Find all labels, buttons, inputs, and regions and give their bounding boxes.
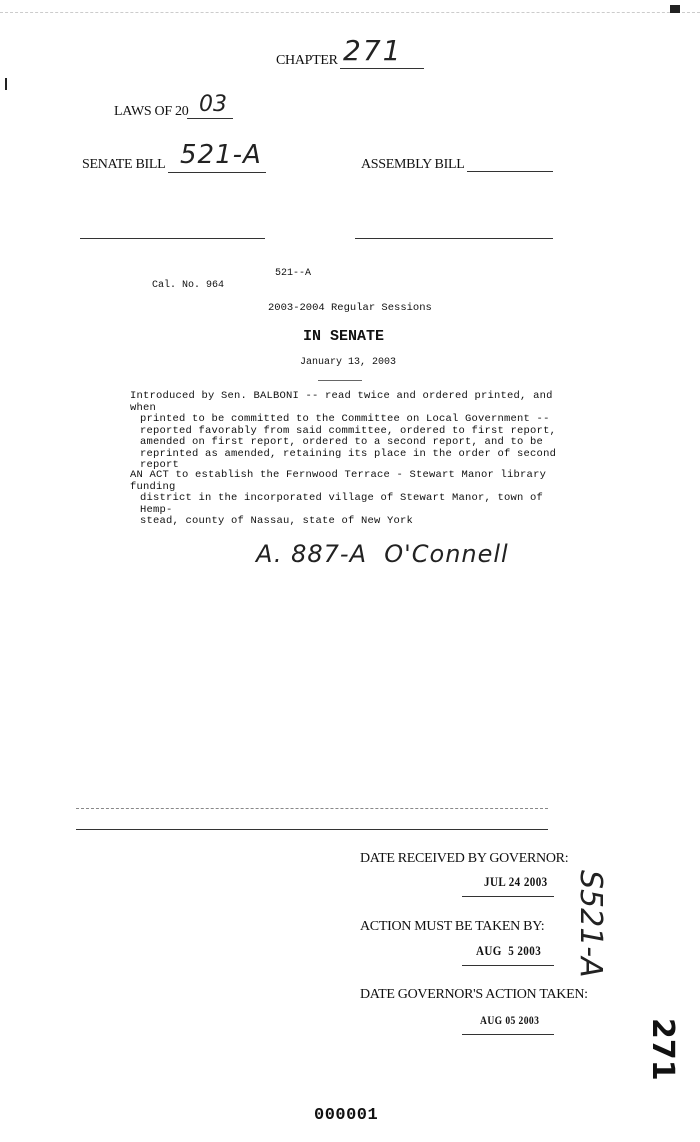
- margin-bill-number-handwritten: S521-A: [573, 870, 608, 978]
- chamber-heading: IN SENATE: [303, 328, 385, 345]
- margin-chapter-number-handwritten: 271: [645, 1018, 680, 1081]
- action-taken-underline: [462, 1034, 554, 1035]
- action-deadline-label: ACTION MUST BE TAKEN BY:: [360, 919, 545, 934]
- act-line: district in the incorporated village of Stewart Manor, town of Hemp-: [140, 492, 544, 516]
- introduction-paragraph: [130, 391, 570, 472]
- chapter-label: CHAPTER: [276, 53, 338, 68]
- senate-bill-label: SENATE BILL: [82, 157, 166, 172]
- act-title-paragraph: [130, 470, 570, 528]
- senate-bill-underline: [168, 172, 266, 173]
- assembly-bill-label: ASSEMBLY BILL: [361, 157, 465, 172]
- intro-line: reported favorably from said committee, ordered to first report,: [140, 424, 557, 437]
- intro-line: Introduced by Sen. BALBONI -- read twice and ordered printed, and when: [130, 390, 553, 414]
- blank-rule-right: [355, 238, 553, 239]
- page-number: 000001: [314, 1106, 379, 1125]
- separator-dashed: [76, 808, 548, 809]
- action-taken-label: DATE GOVERNOR'S ACTION TAKEN:: [360, 987, 588, 1002]
- intro-line: amended on first report, ordered to a second report, and to be: [140, 436, 544, 448]
- action-deadline-stamp: AUG 5 2003: [476, 943, 542, 958]
- laws-underline: [187, 118, 233, 119]
- scan-edge-line: [0, 12, 700, 13]
- chapter-number-handwritten: 271: [343, 34, 403, 67]
- assembly-annotation-handwritten: A. 887-A O'Connell: [256, 540, 509, 568]
- separator-solid: [76, 829, 548, 830]
- date-received-label: DATE RECEIVED BY GOVERNOR:: [360, 851, 569, 866]
- session-title: 2003-2004 Regular Sessions: [268, 302, 432, 314]
- act-line: stead, county of Nassau, state of New York: [140, 515, 414, 527]
- bill-number: 521--A: [275, 268, 312, 279]
- intro-line: reprinted as amended, retaining its place in the order of second: [140, 447, 557, 460]
- laws-label: LAWS OF 20: [114, 104, 189, 119]
- laws-year-handwritten: 03: [199, 92, 227, 117]
- date-separator: [318, 380, 362, 381]
- scan-mark: [5, 78, 7, 90]
- calendar-number: Cal. No. 964: [152, 280, 225, 291]
- blank-rule-left: [80, 238, 265, 239]
- act-line: AN ACT to establish the Fernwood Terrace - Stewart Manor library funding: [130, 469, 547, 493]
- senate-bill-number-handwritten: 521-A: [180, 140, 262, 170]
- chapter-underline: [340, 68, 424, 69]
- date-received-stamp: JUL 24 2003: [484, 874, 548, 889]
- date-received-underline: [462, 896, 554, 897]
- action-deadline-underline: [462, 965, 554, 966]
- scan-mark: [670, 5, 680, 13]
- intro-line: report: [140, 459, 180, 471]
- intro-line: printed to be committed to the Committee on Local Government --: [140, 413, 550, 425]
- assembly-bill-underline: [467, 171, 553, 172]
- action-taken-stamp: AUG 05 2003: [480, 1013, 540, 1027]
- introduction-date: January 13, 2003: [300, 357, 397, 368]
